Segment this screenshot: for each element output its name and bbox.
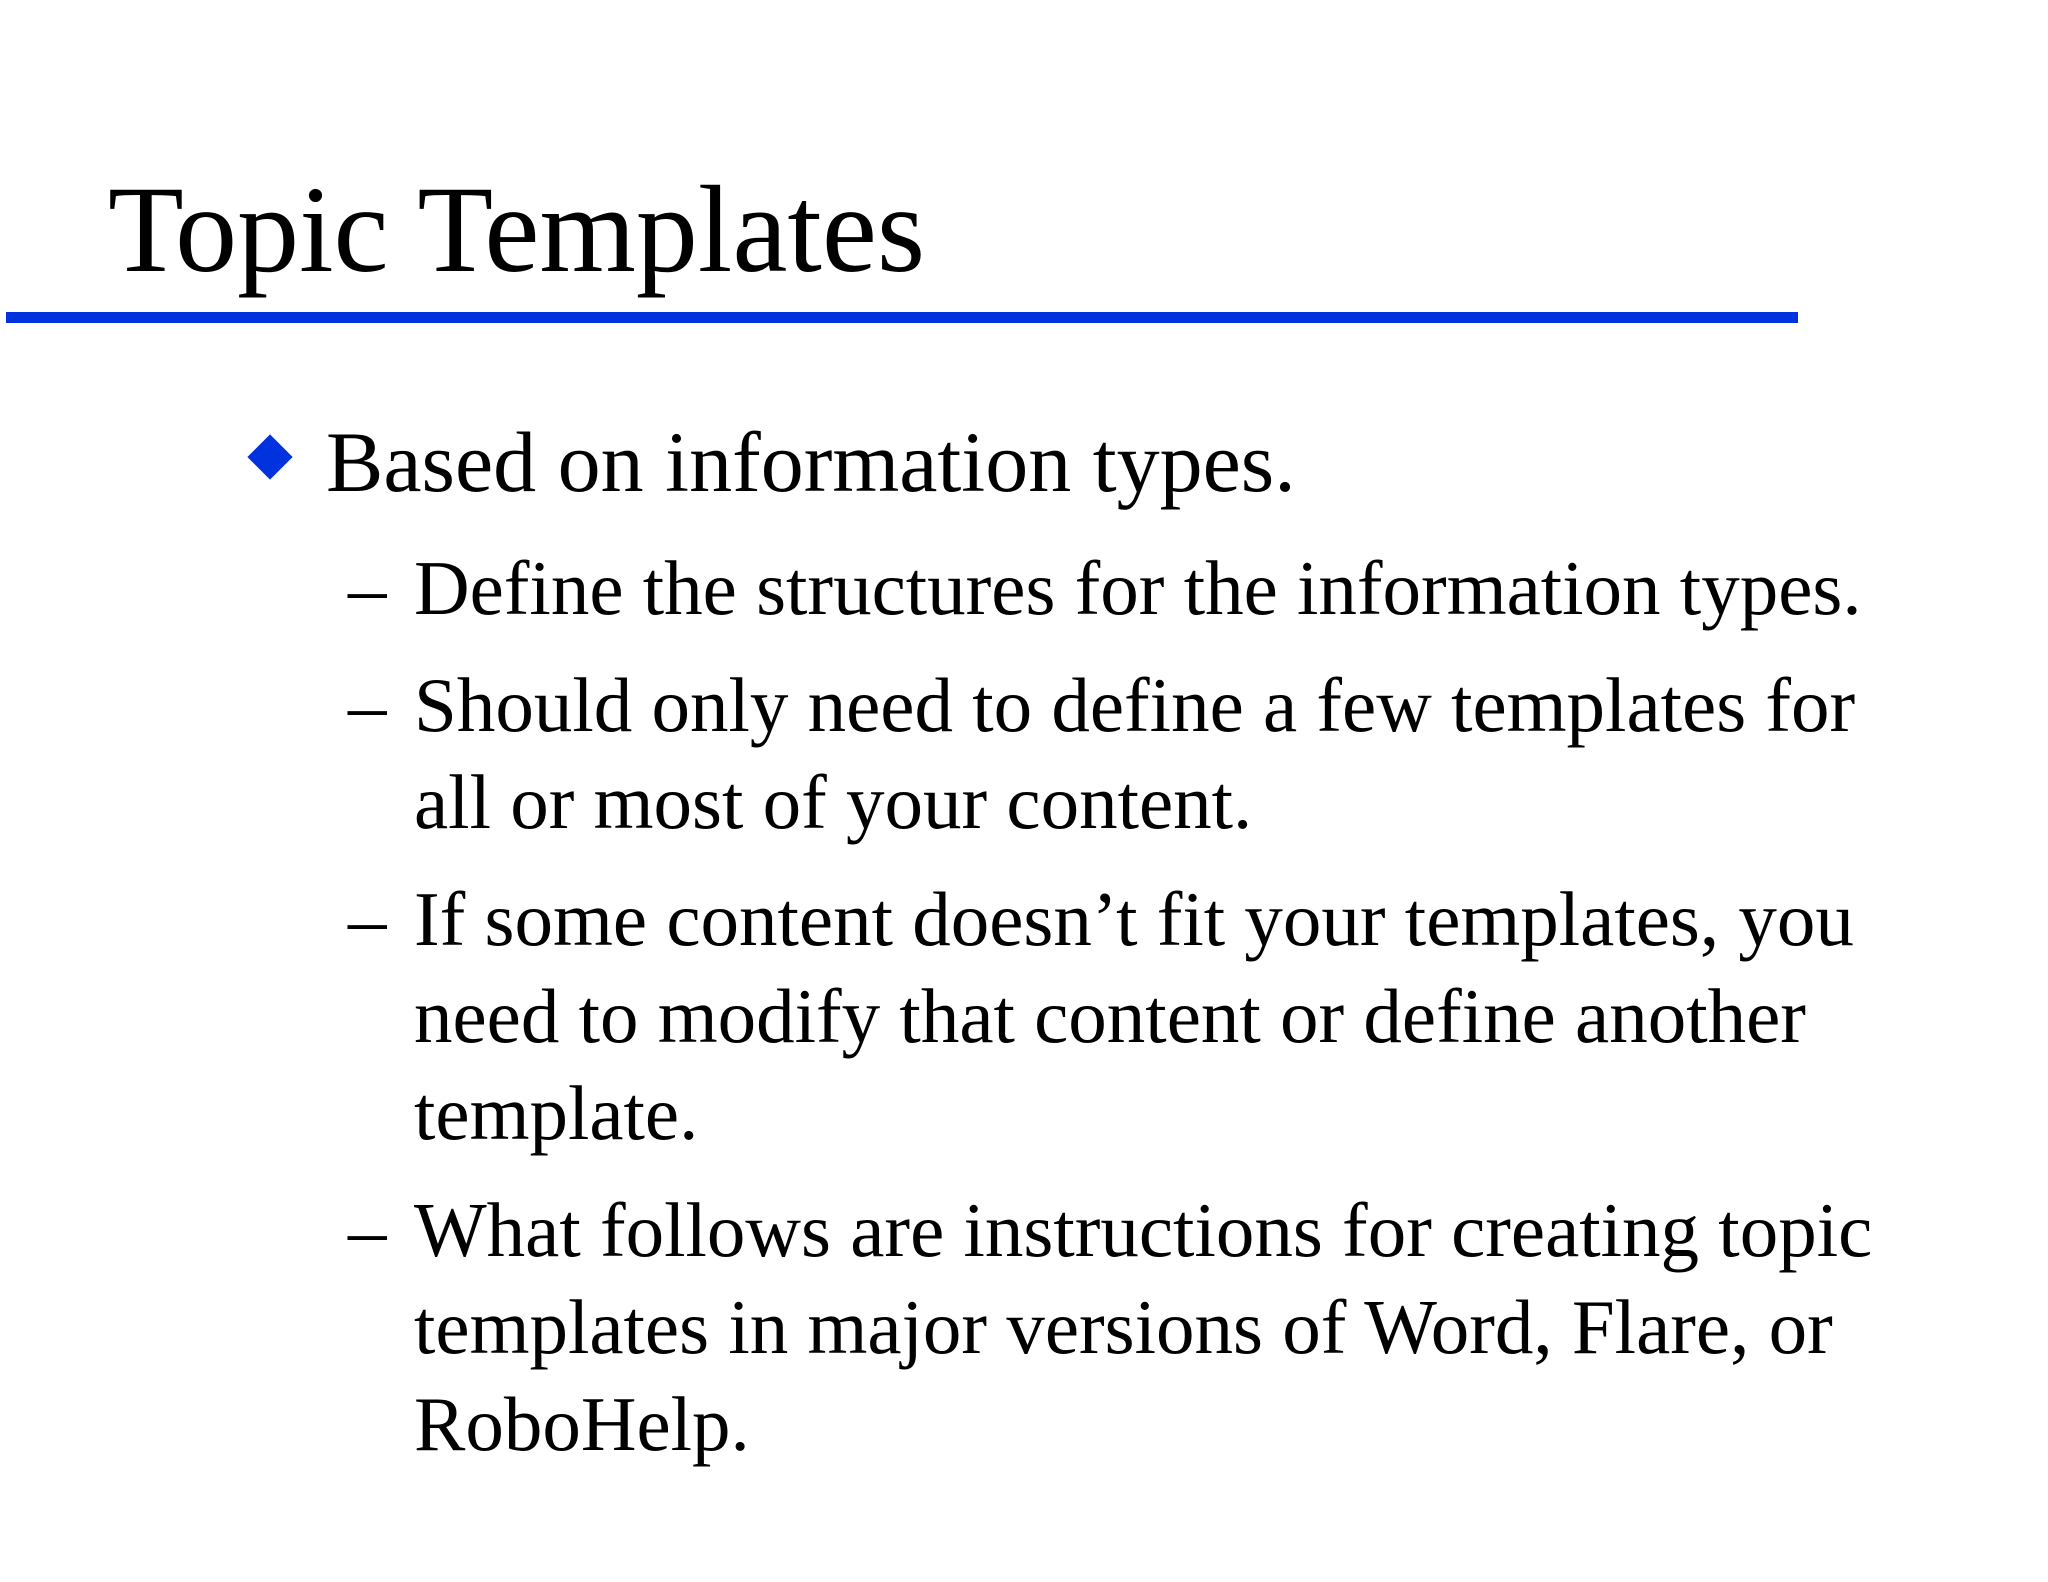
sub-bullet-item xyxy=(348,657,1948,851)
sub-bullet-text: Define the structures for the information types. xyxy=(414,545,1862,631)
sub-bullet-text: Should only need to define a few templates for all or most of your content. xyxy=(414,662,1856,845)
title-underline xyxy=(6,312,1798,323)
sub-bullet-item xyxy=(348,871,1948,1162)
diamond-bullet-icon xyxy=(247,434,292,479)
sub-bullet-item xyxy=(348,1182,1948,1473)
sub-bullet-text: What follows are instructions for creating topic templates in major versions of Word, Flare, or RoboHelp. xyxy=(414,1187,1873,1467)
bullet-main-text: Based on information types. xyxy=(326,414,1296,510)
sub-bullet-item xyxy=(348,540,1948,637)
dash-marker: – xyxy=(348,545,387,631)
dash-marker: – xyxy=(348,876,387,962)
slide-title: Topic Templates xyxy=(108,161,926,298)
sub-bullet-list xyxy=(348,540,1948,1493)
dash-marker: – xyxy=(348,1187,387,1273)
sub-bullet-text: If some content doesn’t fit your templates, you need to modify that content or define another template. xyxy=(414,876,1854,1156)
dash-marker: – xyxy=(348,662,387,748)
